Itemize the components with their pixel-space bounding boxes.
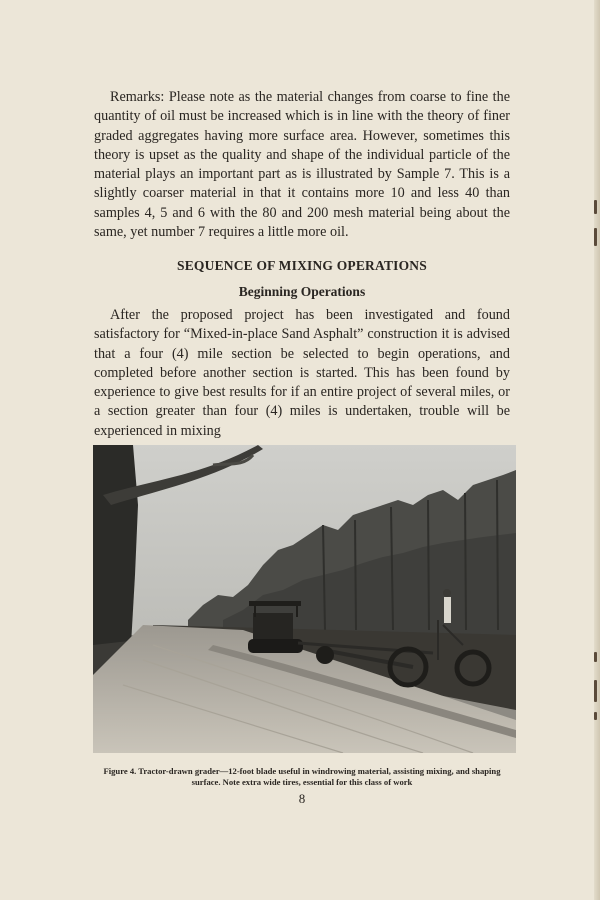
- binding-mark: [594, 652, 597, 662]
- remarks-text: Remarks: Please note as the material changes from coarse to fine the quantity of oil must be increased which is in line with the theory of finer graded aggregates having more surface area. However, sometimes this theory is upset as the quality and shape of the individual particle of the material plays an important part as is illustrated by Sample 7. This is a slightly coarser material in that it contains more 10 and less 40 than samples 4, 5 and 6 with the 80 and 200 mesh material being about the same, yet number 7 requires a little more oil.: [94, 89, 510, 241]
- page-number: 8: [298, 791, 306, 806]
- section-subheading: Beginning Operations: [238, 284, 366, 299]
- binding-mark: [594, 712, 597, 720]
- page-edge-shadow: [594, 0, 600, 900]
- body-paragraph: After the proposed project has been investigated and found satisfactory for “Mixed-in-place Sand Asphalt” construction it is advised that a four (4) mile section be selected to begin operations, and completed before another section is started. This has been found by experience to give best results for if an entire project of several miles, or a section greater than four (4) miles is undertaken, trouble will be experienced in mixing: [94, 307, 510, 439]
- section-heading: SEQUENCE OF MIXING OPERATIONS: [177, 258, 427, 273]
- figure-caption: Figure 4. Tractor-drawn grader—12-foot blade useful in windrowing material, assisting mixing, and shaping surface. Note extra wide tires, essential for this class of work: [103, 766, 501, 787]
- binding-mark: [594, 200, 597, 214]
- grader-photo-illustration: [93, 445, 516, 753]
- figure-photo: [93, 445, 516, 753]
- remarks-paragraph: [94, 88, 510, 242]
- binding-mark: [594, 680, 597, 702]
- binding-mark: [594, 228, 597, 246]
